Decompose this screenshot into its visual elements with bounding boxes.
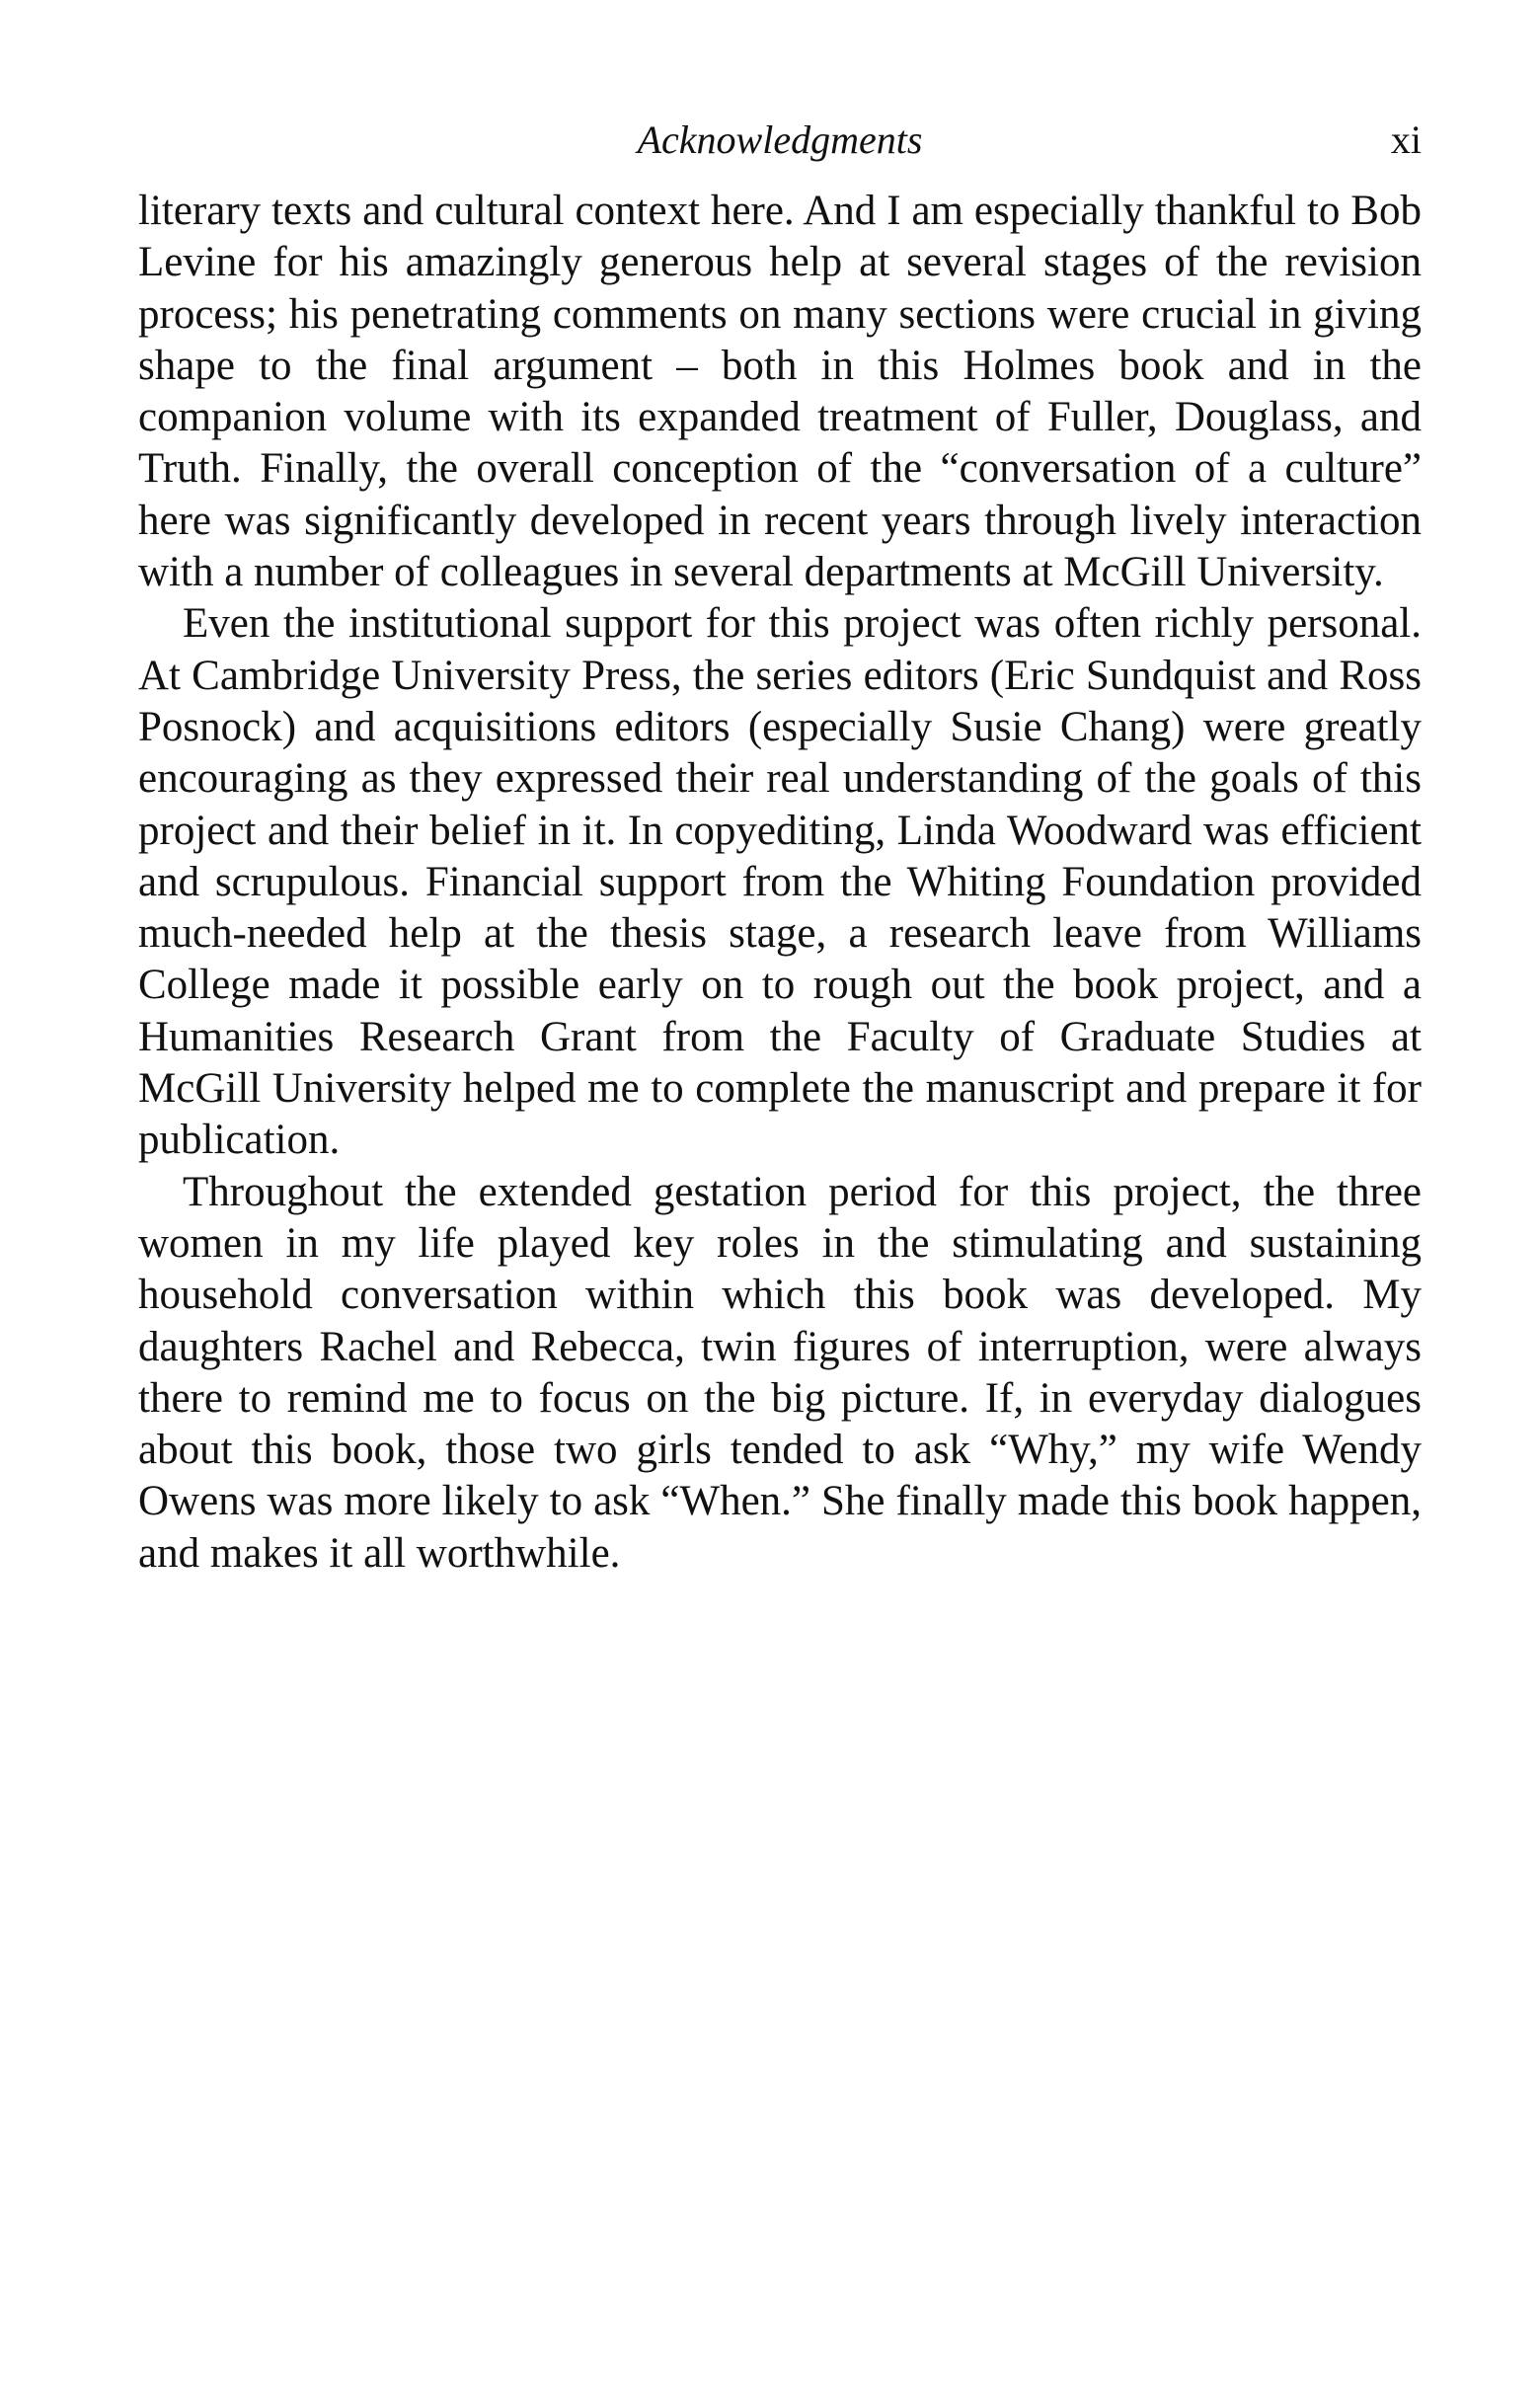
paragraph-continued: literary texts and cultural context here. And I am especially thankful to Bob Levine for his amazingly generous help at several stages of the revision process; his penetrating comments on many sections were crucial in giving shape to the final argument – both in this Holmes book and in the companion volume with its expanded treatment of Fuller, Douglass, and Truth. Finally, the overall conception of the “conversation of a culture” here was significantly developed in recent years through lively interaction with a number of colleagues in several departments at McGill University. (138, 188, 1422, 596)
page-number: xi (1390, 117, 1422, 162)
running-title: Acknowledgments (637, 117, 923, 162)
paragraph-family: Throughout the extended gestation period for this project, the three women in my life played key roles in the stimulating and sustaining household conversation within which this book was developed. My daughters Rachel and Rebecca, twin figures of interruption, were always there to remind me to focus on the big picture. If, in everyday dialogues about this book, those two girls tended to ask “Why,” my wife Wendy Owens was more likely to ask “When.” She finally made this book happen, and makes it all worthwhile. (138, 1168, 1422, 1577)
book-page (138, 109, 1422, 1580)
body-text (138, 186, 1422, 1580)
paragraph-institutional-support: Even the institutional support for this project was often richly personal. At Cambridge University Press, the series editors (Eric Sundquist and Ross Posnock) and acquisitions editors (especially Susie Chang) were greatly encouraging as they expressed their real understanding of the goals of this project and their belief in it. In copyediting, Linda Woodward was efficient and scrupulous. Financial support from the Whiting Foundation provided much-needed help at the thesis stage, a research leave from Williams College made it possible early on to rough out the book project, and a Humanities Research Grant from the Faculty of Graduate Studies at McGill University helped me to complete the manuscript and prepare it for publication. (138, 600, 1422, 1164)
running-head (138, 109, 1422, 178)
